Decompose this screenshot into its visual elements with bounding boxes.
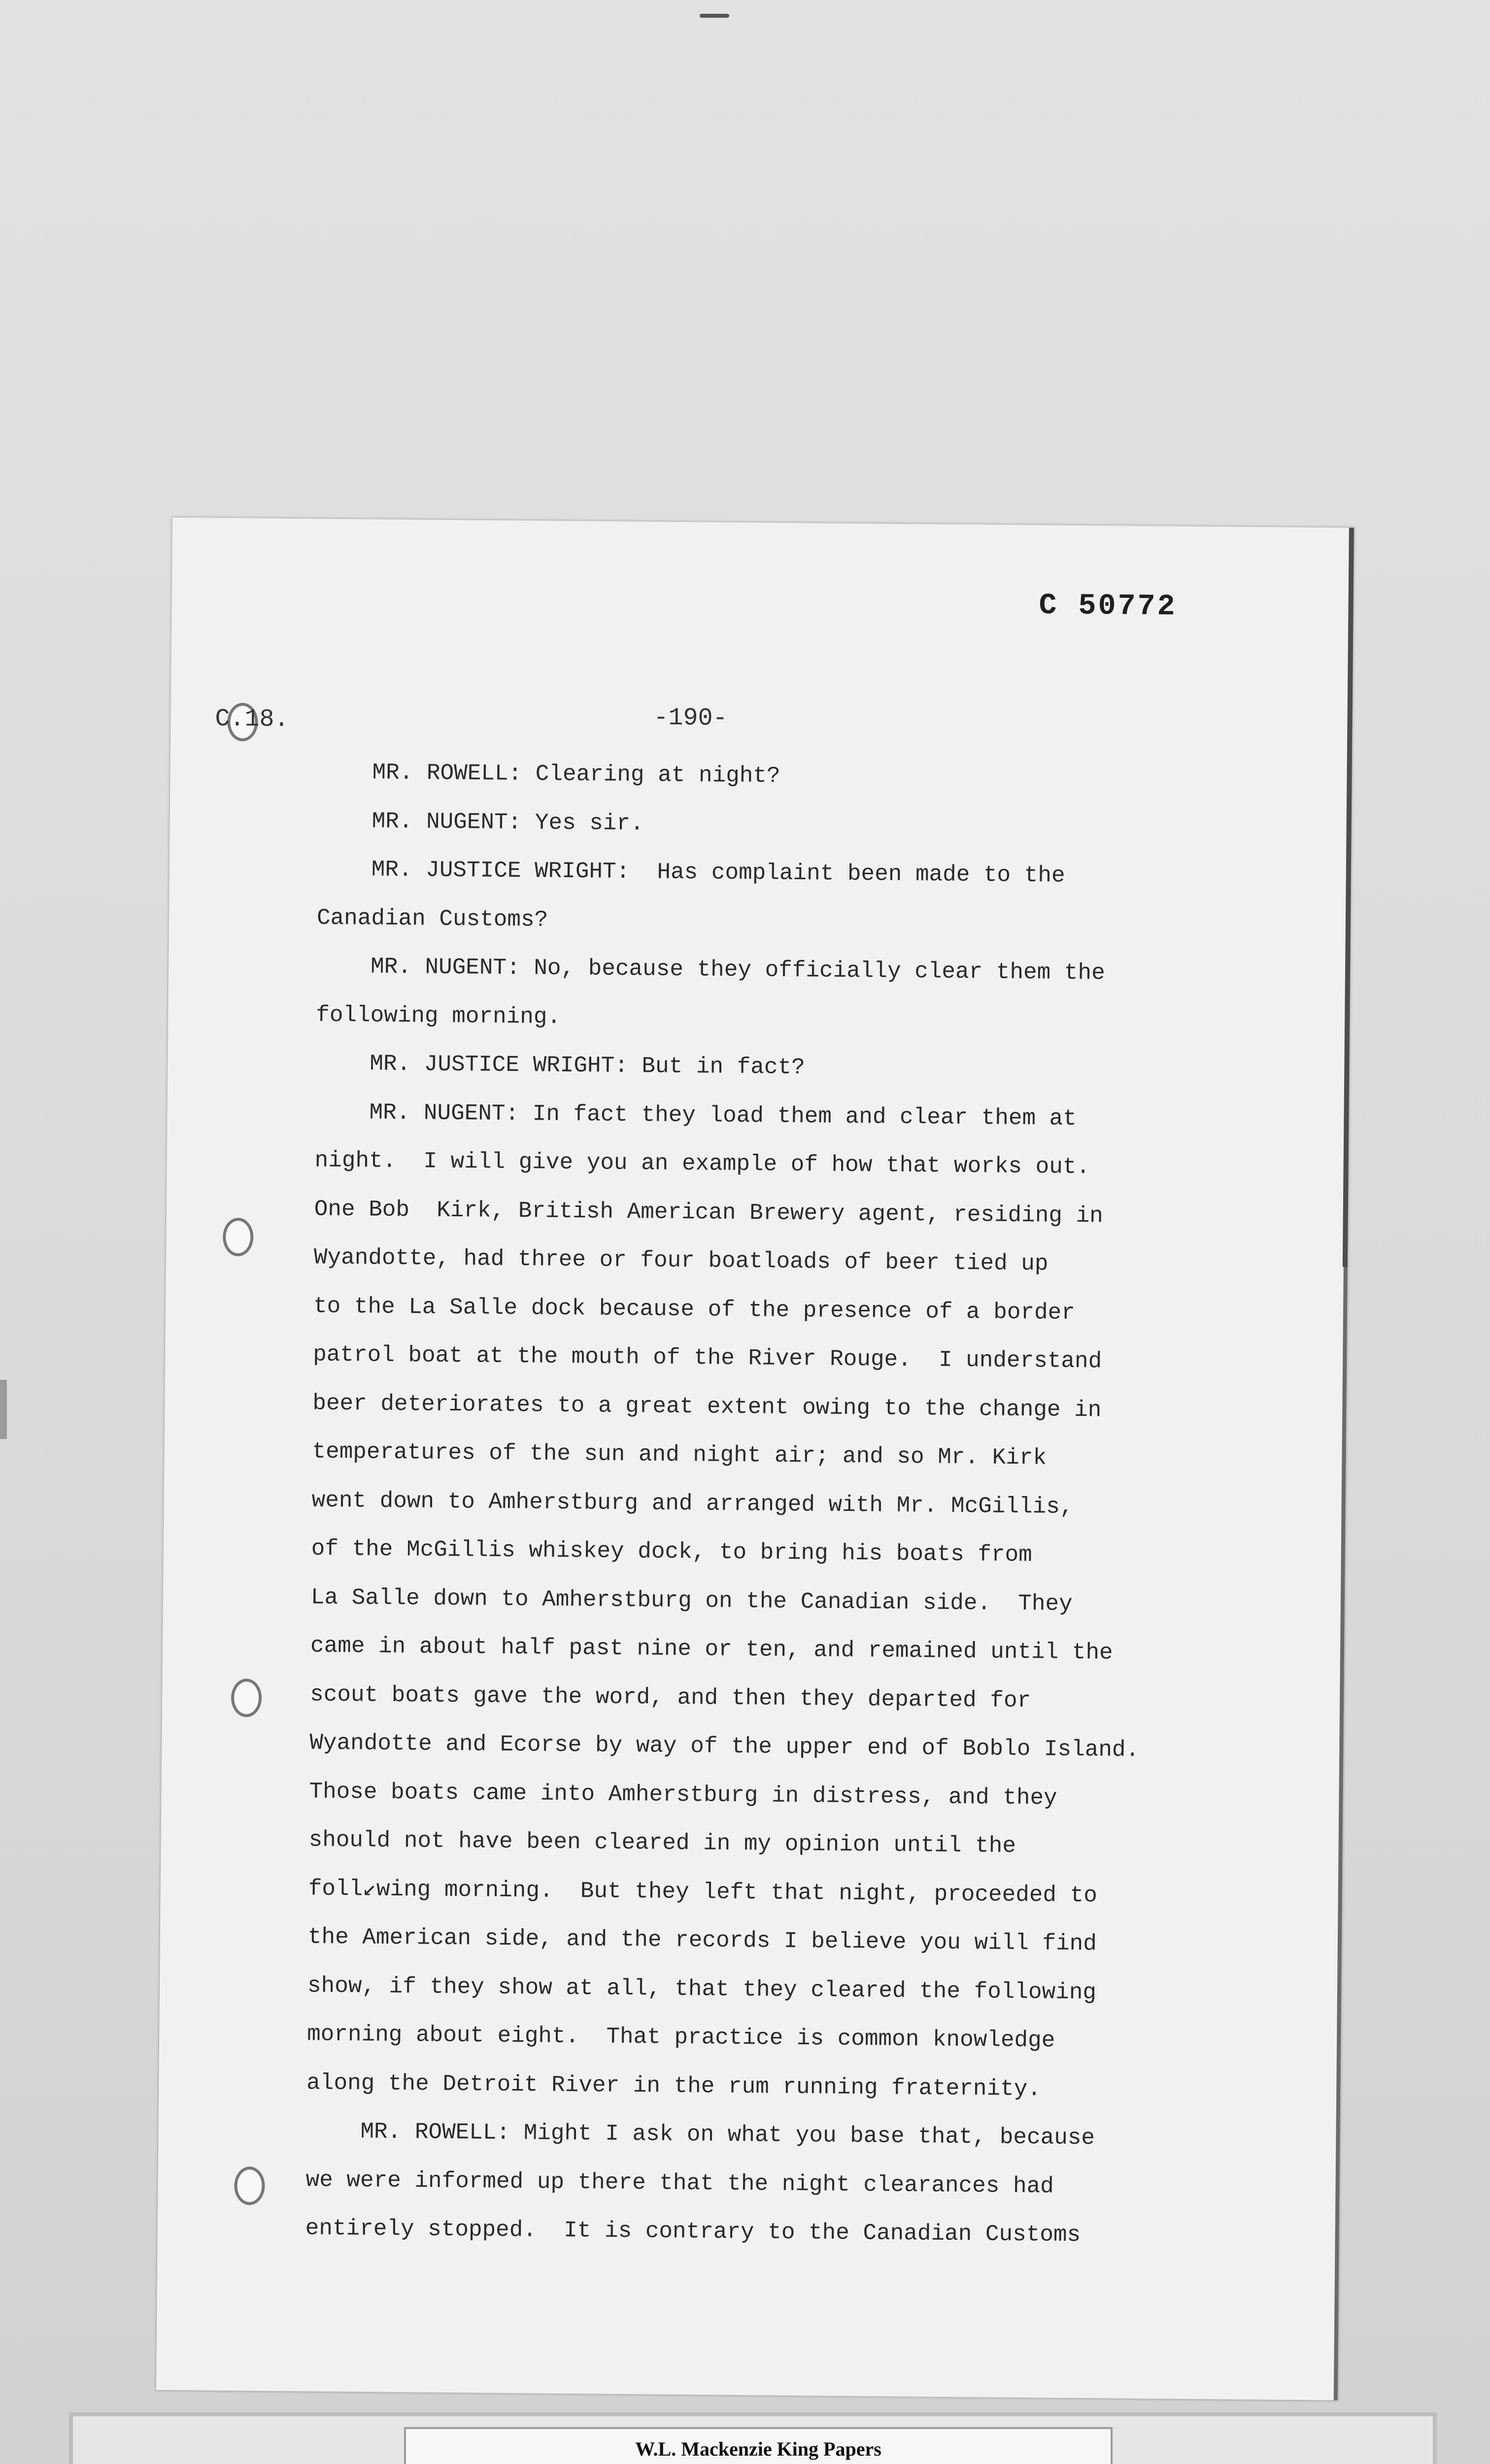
transcript-line: MR. JUSTICE WRIGHT: Has complaint been made to the (371, 856, 1065, 889)
transcript-line: MR. NUGENT: In fact they load them and clear them at (369, 1099, 1077, 1131)
transcript-line: went down to Amherstburg and arranged with Mr. McGillis, (311, 1487, 1074, 1520)
transcript-line: night. I will give you an example of how that works out. (314, 1147, 1090, 1180)
transcript-line: Canadian Customs? (316, 905, 548, 933)
transcript-line: scout boats gave the word, and then they departed for (309, 1681, 1031, 1713)
punch-hole-icon (223, 1218, 254, 1257)
transcript-line: One Bob Kirk, British American Brewery agent, residing in (314, 1196, 1103, 1229)
page-edge-shadow (1343, 528, 1354, 1267)
transcript-line: the American side, and the records I believe you will find (307, 1924, 1097, 1957)
document-id: C 50772 (1039, 589, 1177, 624)
transcript-line: Those boats came into Amherstburg in distress, and they (309, 1779, 1057, 1811)
transcript-line: MR. ROWELL: Might I ask on what you base that, because (360, 2119, 1095, 2151)
transcript-line: should not have been cleared in my opinion until the (308, 1827, 1016, 1859)
transcript-line: MR. JUSTICE WRIGHT: But in fact? (370, 1051, 805, 1081)
transcript-body (305, 748, 1284, 2261)
transcript-line: patrol boat at the mouth of the River Rouge. I understand (312, 1341, 1102, 1374)
document-page (156, 517, 1354, 2400)
collection-name: W.L. Mackenzie King Papers (635, 2438, 881, 2460)
film-mark (700, 14, 729, 18)
margin-note: C.18. (215, 705, 289, 734)
transcript-line: Wyandotte and Ecorse by way of the upper end of Boblo Island. (309, 1730, 1140, 1763)
transcript-line: entirely stopped. It is contrary to the Canadian Customs (305, 2215, 1081, 2248)
transcript-line: beer deteriorates to a great extent owing to the change in (312, 1390, 1102, 1423)
transcript-line: MR. NUGENT: Yes sir. (372, 808, 644, 836)
transcript-line: show, if they show at all, that they cleared the following (307, 1973, 1097, 2005)
transcript-line: we were informed up there that the night clearances had (305, 2166, 1054, 2199)
transcript-line: MR. ROWELL: Clearing at night? (372, 759, 780, 789)
transcript-line: morning about eight. That practice is common knowledge (306, 2021, 1055, 2053)
transcript-line: came in about half past nine or ten, and remained until the (310, 1633, 1113, 1666)
punch-hole-icon (231, 1678, 262, 1717)
transcript-line: foll↙wing morning. But they left that night, proceeded to (308, 1876, 1098, 1908)
transcript-line: La Salle down to Amherstburg on the Canadian side. They (310, 1584, 1073, 1617)
punch-hole-icon (234, 2166, 265, 2205)
transcript-line: to the La Salle dock because of the presence of a border (313, 1293, 1076, 1326)
page-number: -190- (653, 704, 728, 733)
archive-label (404, 2427, 1113, 2464)
transcript-line: Wyandotte, had three or four boatloads of beer tied up (313, 1244, 1049, 1277)
transcript-line: temperatures of the sun and night air; and so Mr. Kirk (312, 1438, 1047, 1471)
transcript-line: following morning. (315, 1002, 561, 1030)
transcript-line: MR. NUGENT: No, because they officially clear them the (370, 954, 1105, 986)
transcript-line: along the Detroit River in the rum running fraternity. (306, 2069, 1042, 2102)
film-edge (0, 1380, 7, 1439)
transcript-line: of the McGillis whiskey dock, to bring his boats from (311, 1536, 1032, 1568)
